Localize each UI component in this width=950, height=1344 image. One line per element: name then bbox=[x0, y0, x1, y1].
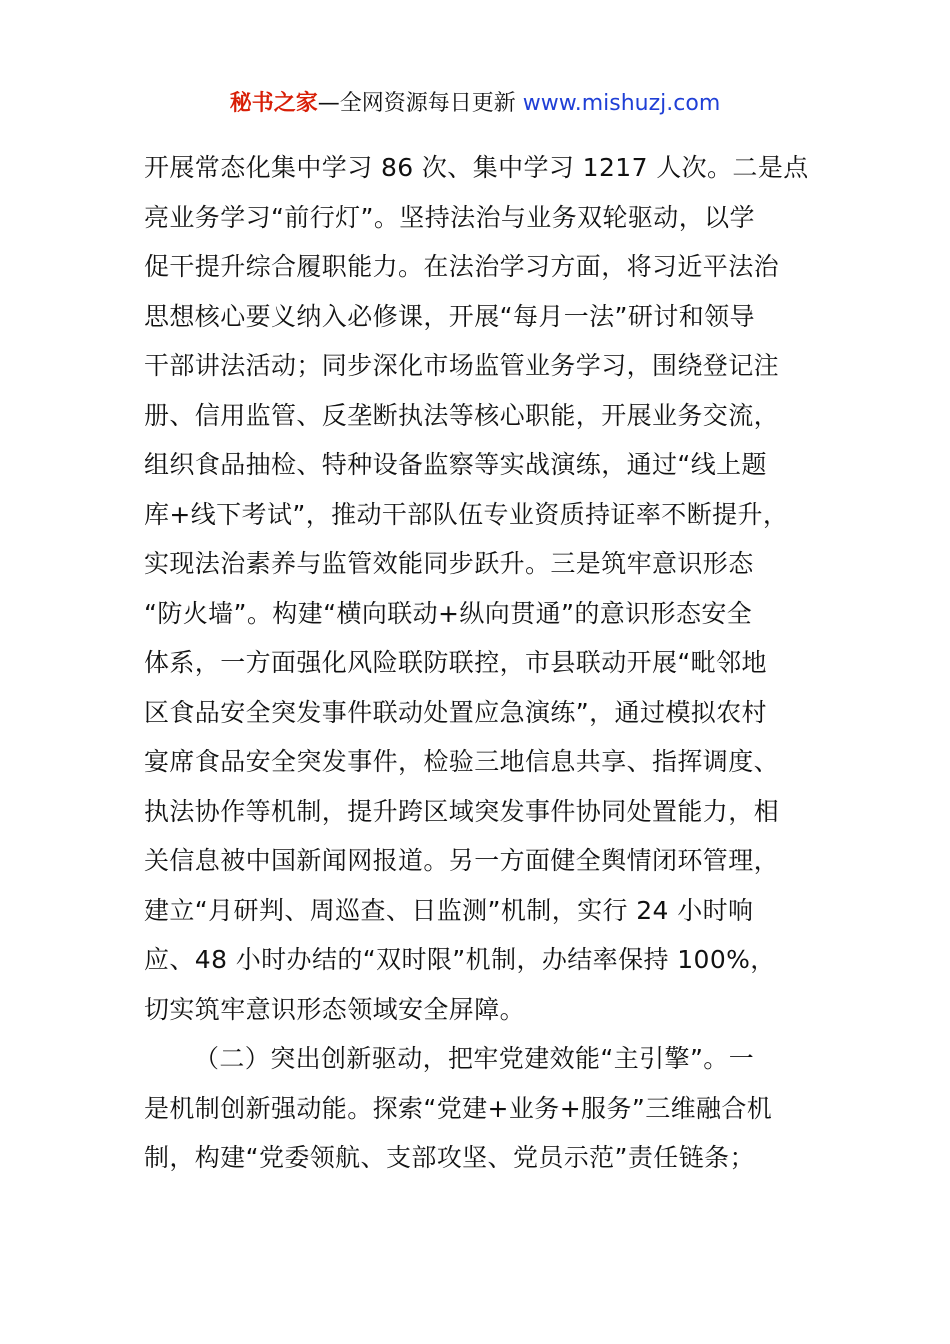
text-line: 关信息被中国新闻网报道。另一方面健全舆情闭环管理， bbox=[144, 846, 780, 875]
text-line: 亮业务学习“前行灯”。坚持法治与业务双轮驱动，以学 bbox=[144, 202, 755, 232]
website-link[interactable]: www.mishuzj.com bbox=[522, 91, 721, 116]
text-line: 切实筑牢意识形态领域安全屏障。 bbox=[144, 994, 526, 1024]
text-line: 库+线下考试”，推动干部队伍专业资质持证率不断提升， bbox=[144, 499, 789, 529]
text-line: 促干提升综合履职能力。在法治学习方面，将习近平法治 bbox=[144, 252, 780, 281]
text-line: 宴席食品安全突发事件，检验三地信息共享、指挥调度、 bbox=[144, 747, 780, 776]
text-line: 体系，一方面强化风险联防联控，市县联动开展“毗邻地 bbox=[144, 648, 767, 677]
text-line: 制，构建“党委领航、支部攻坚、党员示范”责任链条； bbox=[144, 1143, 755, 1172]
text-line: 干部讲法活动；同步深化市场监管业务学习，围绕登记注 bbox=[144, 351, 780, 380]
text-line: 实现法治素养与监管效能同步跃升。三是筑牢意识形态 bbox=[144, 549, 754, 578]
header-tagline: —全网资源每日更新 bbox=[317, 91, 523, 116]
text-line: 组织食品抽检、特种设备监察等实战演练，通过“线上题 bbox=[144, 450, 767, 479]
brand-name: 秘书之家 bbox=[229, 91, 318, 116]
text-line: 应、48 小时办结的“双时限”机制，办结率保持 100%， bbox=[144, 945, 776, 974]
section-heading-line: （二）突出创新驱动，把牢党建效能“主引擎”。一 bbox=[194, 1044, 755, 1073]
text-line: 思想核心要义纳入必修课，开展“每月一法”研讨和领导 bbox=[144, 301, 755, 331]
text-line: 册、信用监管、反垄断执法等核心职能，开展业务交流， bbox=[144, 400, 780, 430]
body-text bbox=[144, 143, 810, 1183]
text-line: 是机制创新强动能。探索“党建+业务+服务”三维融合机 bbox=[144, 1093, 773, 1123]
text-line: 执法协作等机制，提升跨区域突发事件协同处置能力，相 bbox=[144, 796, 780, 826]
text-line: 建立“月研判、周巡查、日监测”机制，实行 24 小时响 bbox=[144, 895, 754, 925]
text-line: 开展常态化集中学习 86 次、集中学习 1217 人次。二是点 bbox=[144, 153, 809, 182]
text-line: “防火墙”。构建“横向联动+纵向贯通”的意识形态安全 bbox=[144, 598, 753, 628]
text-line: 区食品安全突发事件联动处置应急演练”，通过模拟农村 bbox=[144, 697, 767, 727]
page-header bbox=[0, 88, 950, 120]
